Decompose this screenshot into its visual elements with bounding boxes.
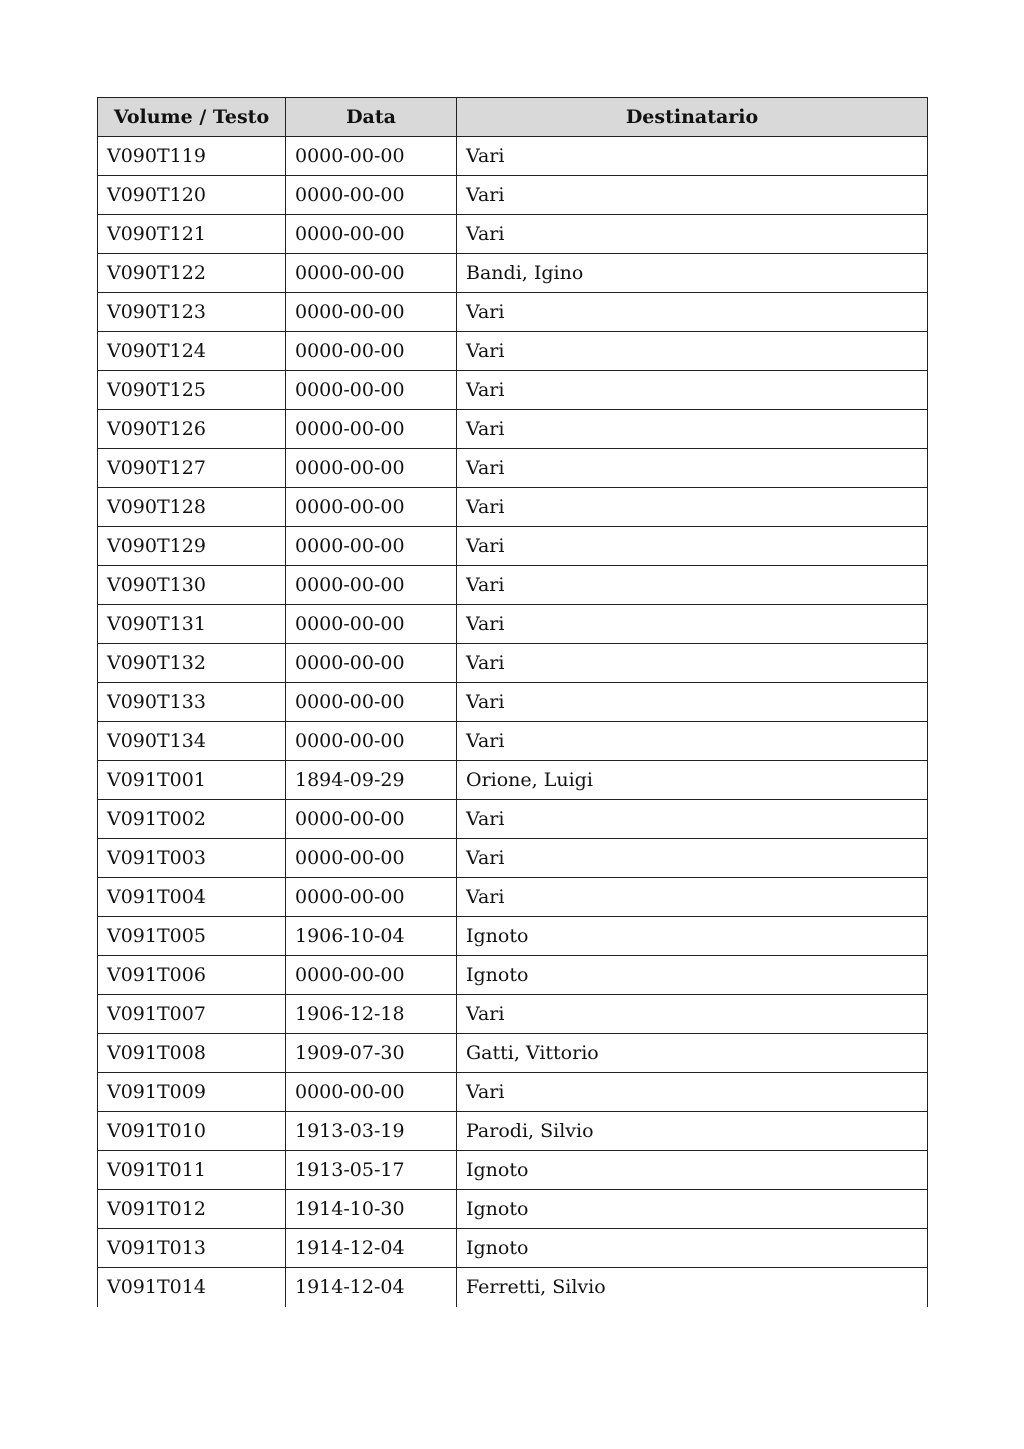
cell-destinatario: Vari <box>457 1073 928 1112</box>
table-row <box>98 1034 928 1073</box>
table-row <box>98 254 928 293</box>
header-destinatario: Destinatario <box>457 98 928 137</box>
cell-volume-testo: V090T132 <box>98 644 286 683</box>
cell-destinatario: Ignoto <box>457 1229 928 1268</box>
cell-destinatario: Vari <box>457 878 928 917</box>
table-row <box>98 956 928 995</box>
cell-destinatario: Bandi, Igino <box>457 254 928 293</box>
cell-destinatario: Ignoto <box>457 1151 928 1190</box>
cell-volume-testo: V090T129 <box>98 527 286 566</box>
table-row <box>98 1112 928 1151</box>
cell-volume-testo: V090T134 <box>98 722 286 761</box>
cell-destinatario: Parodi, Silvio <box>457 1112 928 1151</box>
cell-destinatario: Orione, Luigi <box>457 761 928 800</box>
header-volume-testo: Volume / Testo <box>98 98 286 137</box>
table-row <box>98 527 928 566</box>
cell-data: 1914-10-30 <box>286 1190 457 1229</box>
cell-volume-testo: V091T004 <box>98 878 286 917</box>
cell-destinatario: Vari <box>457 215 928 254</box>
table-row <box>98 995 928 1034</box>
header-data: Data <box>286 98 457 137</box>
cell-volume-testo: V091T013 <box>98 1229 286 1268</box>
cell-data: 0000-00-00 <box>286 605 457 644</box>
cell-destinatario: Vari <box>457 332 928 371</box>
cell-destinatario: Ignoto <box>457 917 928 956</box>
cell-destinatario: Ferretti, Silvio <box>457 1268 928 1307</box>
cell-volume-testo: V091T003 <box>98 839 286 878</box>
cell-volume-testo: V090T130 <box>98 566 286 605</box>
cell-data: 0000-00-00 <box>286 566 457 605</box>
cell-data: 0000-00-00 <box>286 644 457 683</box>
cell-destinatario: Vari <box>457 410 928 449</box>
records-table <box>97 97 928 1307</box>
cell-destinatario: Vari <box>457 605 928 644</box>
cell-volume-testo: V091T007 <box>98 995 286 1034</box>
cell-data: 0000-00-00 <box>286 839 457 878</box>
cell-volume-testo: V090T122 <box>98 254 286 293</box>
cell-data: 1906-10-04 <box>286 917 457 956</box>
table-row <box>98 293 928 332</box>
cell-data: 1914-12-04 <box>286 1229 457 1268</box>
cell-volume-testo: V091T006 <box>98 956 286 995</box>
header-row <box>98 98 928 137</box>
cell-destinatario: Vari <box>457 722 928 761</box>
cell-destinatario: Ignoto <box>457 956 928 995</box>
cell-volume-testo: V090T131 <box>98 605 286 644</box>
cell-destinatario: Vari <box>457 800 928 839</box>
cell-destinatario: Vari <box>457 176 928 215</box>
cell-destinatario: Vari <box>457 488 928 527</box>
cell-data: 0000-00-00 <box>286 371 457 410</box>
cell-destinatario: Vari <box>457 449 928 488</box>
cell-volume-testo: V091T011 <box>98 1151 286 1190</box>
cell-data: 0000-00-00 <box>286 254 457 293</box>
cell-data: 0000-00-00 <box>286 683 457 722</box>
cell-volume-testo: V090T125 <box>98 371 286 410</box>
cell-volume-testo: V090T128 <box>98 488 286 527</box>
cell-data: 0000-00-00 <box>286 488 457 527</box>
table-row <box>98 371 928 410</box>
table-row <box>98 332 928 371</box>
cell-volume-testo: V091T009 <box>98 1073 286 1112</box>
cell-destinatario: Vari <box>457 371 928 410</box>
cell-data: 1894-09-29 <box>286 761 457 800</box>
cell-destinatario: Vari <box>457 566 928 605</box>
cell-volume-testo: V091T005 <box>98 917 286 956</box>
cell-destinatario: Vari <box>457 995 928 1034</box>
cell-data: 1906-12-18 <box>286 995 457 1034</box>
table-row <box>98 215 928 254</box>
table-row <box>98 137 928 176</box>
table-row <box>98 761 928 800</box>
table-row <box>98 800 928 839</box>
table-row <box>98 566 928 605</box>
cell-destinatario: Vari <box>457 839 928 878</box>
cell-volume-testo: V090T133 <box>98 683 286 722</box>
table-row <box>98 605 928 644</box>
cell-data: 0000-00-00 <box>286 215 457 254</box>
cell-data: 0000-00-00 <box>286 332 457 371</box>
cell-data: 0000-00-00 <box>286 137 457 176</box>
table-body <box>98 137 928 1307</box>
cell-volume-testo: V091T002 <box>98 800 286 839</box>
table-row <box>98 488 928 527</box>
cell-destinatario: Vari <box>457 683 928 722</box>
cell-data: 0000-00-00 <box>286 293 457 332</box>
cell-data: 1913-05-17 <box>286 1151 457 1190</box>
cell-volume-testo: V091T012 <box>98 1190 286 1229</box>
cell-volume-testo: V091T008 <box>98 1034 286 1073</box>
cell-volume-testo: V091T010 <box>98 1112 286 1151</box>
cell-destinatario: Ignoto <box>457 1190 928 1229</box>
cell-volume-testo: V090T124 <box>98 332 286 371</box>
table-row <box>98 410 928 449</box>
cell-destinatario: Vari <box>457 527 928 566</box>
table-row <box>98 1190 928 1229</box>
cell-volume-testo: V090T121 <box>98 215 286 254</box>
table-row <box>98 839 928 878</box>
cell-data: 0000-00-00 <box>286 527 457 566</box>
cell-data: 0000-00-00 <box>286 410 457 449</box>
table-row <box>98 1151 928 1190</box>
cell-data: 1914-12-04 <box>286 1268 457 1307</box>
table-row <box>98 1229 928 1268</box>
cell-volume-testo: V091T001 <box>98 761 286 800</box>
cell-data: 0000-00-00 <box>286 176 457 215</box>
table-row <box>98 722 928 761</box>
cell-volume-testo: V090T119 <box>98 137 286 176</box>
cell-data: 1909-07-30 <box>286 1034 457 1073</box>
cell-destinatario: Vari <box>457 137 928 176</box>
cell-destinatario: Gatti, Vittorio <box>457 1034 928 1073</box>
table-header <box>98 98 928 137</box>
cell-data: 0000-00-00 <box>286 722 457 761</box>
cell-volume-testo: V090T127 <box>98 449 286 488</box>
cell-destinatario: Vari <box>457 644 928 683</box>
cell-data: 0000-00-00 <box>286 1073 457 1112</box>
cell-destinatario: Vari <box>457 293 928 332</box>
table-row <box>98 1073 928 1112</box>
table-row <box>98 878 928 917</box>
cell-data: 0000-00-00 <box>286 956 457 995</box>
cell-volume-testo: V090T126 <box>98 410 286 449</box>
cell-data: 0000-00-00 <box>286 449 457 488</box>
cell-volume-testo: V091T014 <box>98 1268 286 1307</box>
table-row <box>98 683 928 722</box>
cell-data: 0000-00-00 <box>286 878 457 917</box>
cell-volume-testo: V090T123 <box>98 293 286 332</box>
cell-data: 1913-03-19 <box>286 1112 457 1151</box>
cell-volume-testo: V090T120 <box>98 176 286 215</box>
table-row <box>98 917 928 956</box>
table-row <box>98 449 928 488</box>
table-row <box>98 176 928 215</box>
cell-data: 0000-00-00 <box>286 800 457 839</box>
table-row <box>98 644 928 683</box>
table-row <box>98 1268 928 1307</box>
